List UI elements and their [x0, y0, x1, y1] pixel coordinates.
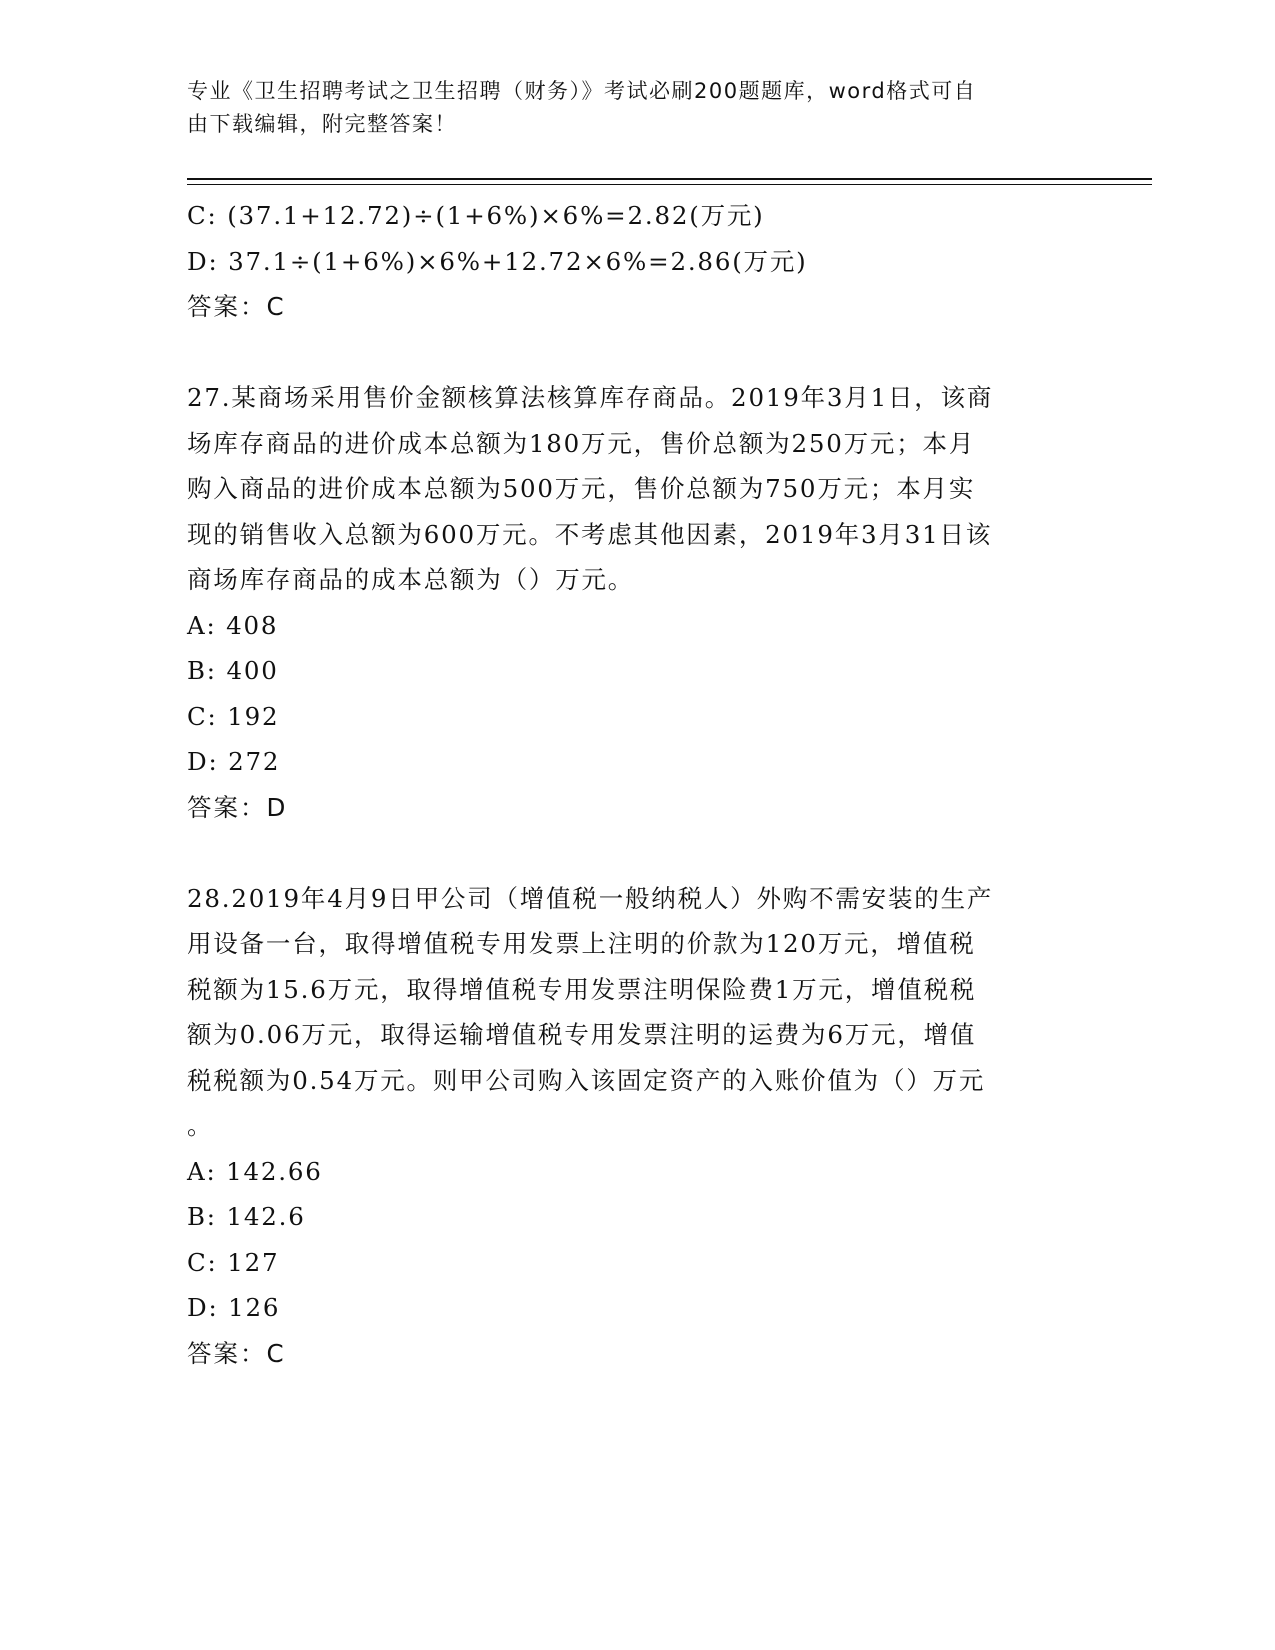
question-text-line: 27.某商场采用售价金额核算法核算库存商品。2019年3月1日，该商: [187, 383, 994, 412]
question-27: [187, 375, 1087, 830]
option-c: C: (37.1+12.72)÷(1+6%)×6%=2.82(万元): [187, 201, 765, 230]
header-line-1: 专业《卫生招聘考试之卫生招聘（财务）》考试必刷200题题库，word格式可自: [187, 79, 977, 103]
question-text-line: 28.2019年4月9日甲公司（增值税一般纳税人）外购不需安装的生产: [187, 883, 994, 913]
answer-line: 答案：D: [187, 792, 288, 822]
option-c: C: 127: [187, 1247, 280, 1277]
spacer: [187, 830, 1087, 876]
header-divider-thin: [187, 184, 1152, 185]
option-d: D: 126: [187, 1293, 281, 1322]
option-d: D: 272: [187, 747, 281, 776]
question-text-line: 税额为15.6万元，取得增值税专用发票注明保险费1万元，增值税税: [187, 974, 977, 1004]
question-text-line: 税税额为0.54万元。则甲公司购入该固定资产的入账价值为（）万元: [187, 1065, 986, 1095]
option-b: B: 142.6: [187, 1202, 306, 1231]
question-text-line: 额为0.06万元，取得运输增值税专用发票注明的运费为6万元，增值: [187, 1020, 977, 1049]
option-d: D: 37.1÷(1+6%)×6%+12.72×6%=2.86(万元): [187, 246, 808, 276]
option-b: B: 400: [187, 656, 279, 685]
spacer: [187, 330, 1087, 376]
question-28: [187, 876, 1087, 1377]
question-text-line: 购入商品的进价成本总额为500万元，售价总额为750万元；本月实: [187, 474, 976, 503]
question-text-line: 现的销售收入总额为600万元。不考虑其他因素，2019年3月31日该: [187, 519, 993, 549]
question-text-line: 用设备一台，取得增值税专用发票上注明的价款为120万元，增值税: [187, 929, 976, 958]
header-line-2: 由下载编辑，附完整答案！: [187, 112, 457, 136]
question-text-line: 场库存商品的进价成本总额为180万元，售价总额为250万元；本月: [187, 428, 976, 458]
question-text-line: 。: [187, 1111, 214, 1140]
option-a: A: 142.66: [187, 1156, 323, 1186]
option-a: A: 408: [187, 610, 279, 640]
prev-question-block: [187, 193, 1087, 330]
header-divider-thick: [187, 178, 1152, 180]
document-header: [187, 75, 1077, 141]
answer-line: 答案：C: [187, 1338, 286, 1368]
question-content: [187, 193, 1087, 1376]
question-text-line: 商场库存商品的成本总额为（）万元。: [187, 565, 635, 594]
option-c: C: 192: [187, 701, 280, 731]
answer-line: 答案：C: [187, 292, 286, 321]
